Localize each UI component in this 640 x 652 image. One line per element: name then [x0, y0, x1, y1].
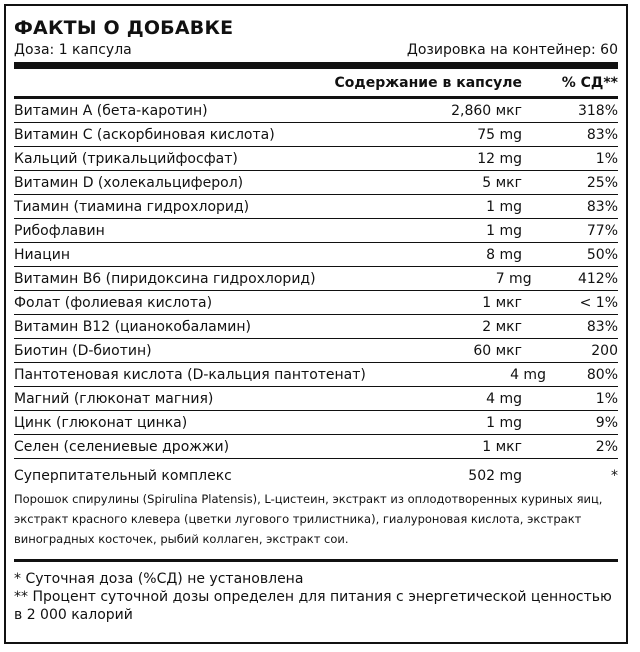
footnotes: [14, 562, 618, 624]
nutrient-amount: 1 mg: [486, 198, 522, 215]
panel-title: ФАКТЫ О ДОБАВКЕ: [14, 17, 234, 39]
nutrient-dv: 200: [591, 342, 618, 359]
nutrient-dv: 25%: [586, 174, 618, 191]
servings-per-container: Дозировка на контейнер: 60: [406, 42, 618, 58]
nutrient-name: Витамин B12 (цианокобаламин): [14, 318, 251, 335]
nutrient-dv: 9%: [595, 414, 618, 431]
nutrient-name: Витамин С (аскорбиновая кислота): [14, 126, 275, 143]
nutrient-dv: 83%: [586, 198, 618, 215]
nutrient-dv: < 1%: [579, 294, 618, 311]
table-row: [14, 195, 618, 219]
nutrient-name: Витамин B6 (пиридоксина гидрохлорид): [14, 270, 316, 287]
table-row: [14, 123, 618, 147]
footnote-dv-basis: ** Процент суточной дозы определен для питания с энергетической ценностью в 2 000 калорий: [14, 589, 612, 623]
table-row: [14, 411, 618, 435]
table-row: [14, 435, 618, 459]
nutrient-dv: 80%: [586, 366, 618, 383]
nutrient-name: Витамин D (холекальциферол): [14, 174, 244, 191]
table-row: [14, 147, 618, 171]
nutrient-name: Цинк (глюконат цинка): [14, 414, 188, 431]
nutrient-amount: 2 мкг: [482, 318, 522, 335]
header-amount: Содержание в капсуле: [334, 74, 522, 91]
nutrient-amount: 8 mg: [486, 246, 522, 263]
table-row: [14, 267, 618, 291]
table-row: [14, 243, 618, 267]
table-row: [14, 339, 618, 363]
nutrient-amount: 60 мкг: [473, 342, 522, 359]
table-row: [14, 99, 618, 123]
table-row: [14, 171, 618, 195]
table-header: [14, 69, 618, 99]
nutrient-table: [14, 99, 618, 459]
nutrient-amount: 75 mg: [477, 126, 522, 143]
nutrient-name: Магний (глюконат магния): [14, 390, 214, 407]
complex-name: Суперпитательный комплекс: [14, 468, 232, 484]
complex-amount: 502 mg: [468, 468, 522, 484]
nutrient-amount: 1 мкг: [482, 294, 522, 311]
nutrient-name: Селен (селениевые дрожжи): [14, 438, 230, 455]
nutrient-name: Биотин (D-биотин): [14, 342, 152, 359]
dose-row: [14, 40, 618, 69]
nutrient-name: Пантотеновая кислота (D-кальция пантотенат): [14, 366, 366, 383]
nutrient-dv: 318%: [577, 102, 618, 119]
nutrient-dv: 50%: [586, 246, 618, 263]
footnote-dv-not-established: * Суточная доза (%СД) не установлена: [14, 571, 304, 587]
complex-ingredients: Порошок спирулины (Spirulina Platensis), L-цистеин, экстракт из оплодотворенных куриных яиц, экстракт красного клевера (цветки лугового трилистника), гиалуроновая кислота, экстракт виноградных косточек, рыбий коллаген, экстракт сои.: [14, 489, 618, 562]
nutrient-name: Ниацин: [14, 246, 70, 263]
header-dv: % СД**: [561, 74, 618, 91]
nutrient-amount: 4 mg: [510, 366, 546, 383]
nutrient-amount: 5 мкг: [482, 174, 522, 191]
nutrient-amount: 2,860 мкг: [451, 102, 522, 119]
nutrient-amount: 7 mg: [495, 270, 532, 287]
nutrient-name: Фолат (фолиевая кислота): [14, 294, 213, 311]
nutrient-dv: 1%: [595, 390, 618, 407]
nutrient-name: Тиамин (тиамина гидрохлорид): [14, 198, 250, 215]
table-row: [14, 219, 618, 243]
nutrient-dv: 412%: [577, 270, 618, 287]
nutrient-name: Витамин А (бета-каротин): [14, 102, 208, 119]
nutrient-dv: 1%: [595, 150, 618, 167]
nutrient-dv: 2%: [595, 438, 618, 455]
nutrient-name: Рибофлавин: [14, 222, 105, 239]
nutrient-amount: 12 mg: [477, 150, 522, 167]
nutrient-dv: 83%: [586, 318, 618, 335]
nutrient-amount: 1 mg: [486, 414, 522, 431]
table-row: [14, 315, 618, 339]
complex-dv: *: [611, 468, 618, 484]
complex-row: [14, 463, 618, 489]
nutrient-amount: 4 mg: [486, 390, 522, 407]
nutrient-name: Кальций (трикальцийфосфат): [14, 150, 238, 167]
nutrient-dv: 83%: [586, 126, 618, 143]
table-row: [14, 387, 618, 411]
supplement-facts-panel: [4, 4, 628, 644]
table-row: [14, 291, 618, 315]
table-row: [14, 363, 618, 387]
nutrient-dv: 77%: [586, 222, 618, 239]
nutrient-amount: 1 mg: [486, 222, 522, 239]
serving-size: Доза: 1 капсула: [14, 42, 132, 58]
nutrient-amount: 1 мкг: [482, 438, 522, 455]
